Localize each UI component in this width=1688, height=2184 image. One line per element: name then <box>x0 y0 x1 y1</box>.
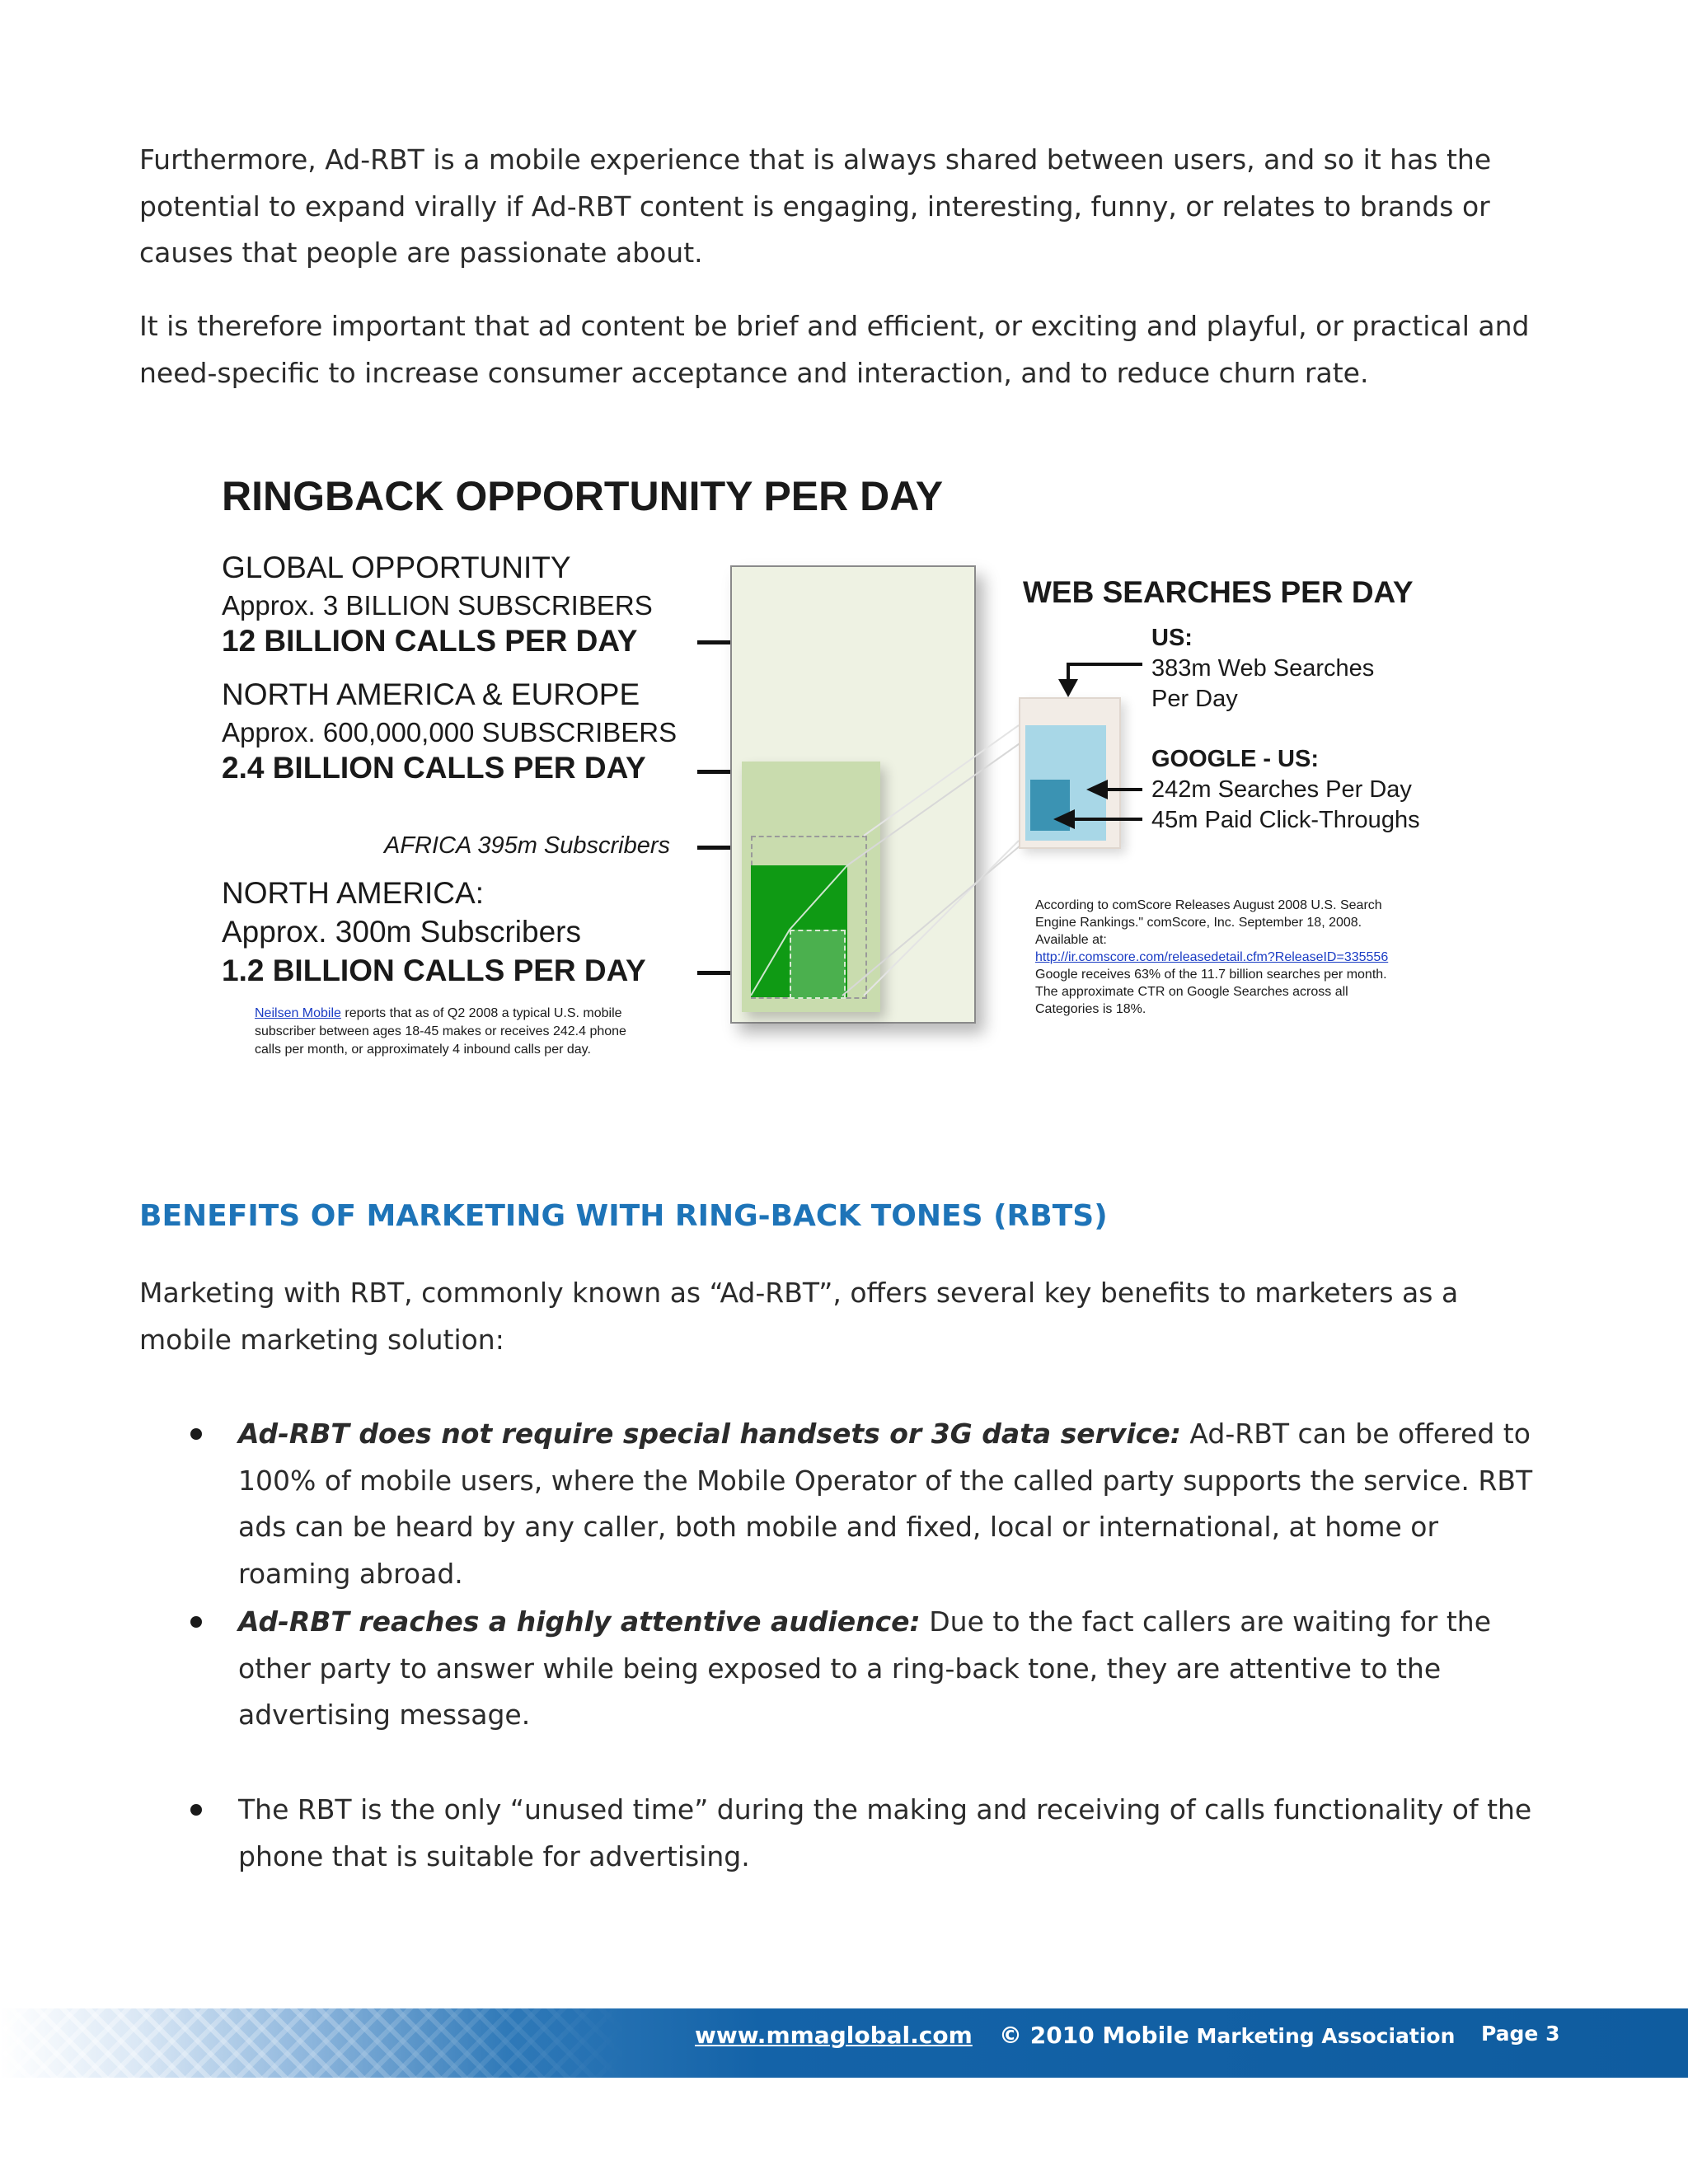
page-number: Page 3 <box>1481 2022 1560 2046</box>
source-line4: Google receives 63% of the 11.7 billion searches per month. <box>1035 968 1387 982</box>
source-line3: Available at: <box>1035 933 1107 947</box>
web-title: WEB SEARCHES PER DAY <box>1023 575 1414 609</box>
naeu-calls: 2.4 BILLION CALLS PER DAY <box>222 751 646 785</box>
bullet-dot <box>190 1804 202 1816</box>
source-line1: According to comScore Releases August 2008 U.S. Search <box>1035 898 1382 912</box>
list-item <box>238 1599 1557 1739</box>
bullet-lead: Ad-RBT reaches a highly attentive audience: <box>238 1605 921 1638</box>
nielsen-text: reports that as of Q2 2008 a typical U.S. mobile subscriber between ages 18-45 makes or receives 242.4 phone calls per month, or approximately 4 inbound calls per day. <box>255 1006 626 1057</box>
copyright-main: © 2010 Mobile <box>999 2022 1189 2049</box>
copyright-rest: Marketing Association <box>1189 2024 1456 2048</box>
figure-title: RINGBACK OPPORTUNITY PER DAY <box>222 473 944 519</box>
footer-url-link[interactable]: www.mmaglobal.com <box>695 2022 973 2049</box>
na-subs: Approx. 300m Subscribers <box>222 915 581 949</box>
bullet-dot <box>190 1428 202 1440</box>
global-calls: 12 BILLION CALLS PER DAY <box>222 624 638 658</box>
paragraph-virality: Furthermore, Ad-RBT is a mobile experience that is always shared between users, and so it has the potential to expand virally if Ad-RBT content is engaging, interesting, funny, or relates to brands or causes that people are passionate about. <box>139 143 1492 269</box>
google-arrow-head <box>1086 780 1108 799</box>
naeu-label: NORTH AMERICA & EUROPE <box>222 677 640 711</box>
list-item <box>238 1787 1557 1880</box>
bullet-text: The RBT is the only “unused time” during the making and receiving of calls functionality of the phone that is suitable for advertising. <box>238 1793 1532 1872</box>
na-label: NORTH AMERICA: <box>222 876 484 910</box>
footer-copyright <box>999 2022 1455 2049</box>
source-line2: Engine Rankings." comScore, Inc. September 18, 2008. <box>1035 916 1362 930</box>
us-line1: 383m Web Searches <box>1151 655 1375 682</box>
bullet-text: Due to the fact callers are waiting for the other party to answer while being exposed to a ring-back tone, they are attentive to the advertising message. <box>238 1605 1492 1731</box>
nielsen-link[interactable]: Neilsen Mobile <box>255 1006 341 1020</box>
footer-pattern <box>0 2008 626 2078</box>
section-heading: BENEFITS OF MARKETING WITH RING-BACK TONES (RBTS) <box>139 1199 1108 1233</box>
global-subs: Approx. 3 BILLION SUBSCRIBERS <box>222 590 653 621</box>
us-line2: Per Day <box>1151 686 1238 712</box>
global-label: GLOBAL OPPORTUNITY <box>222 551 571 584</box>
bullet-text: Ad-RBT can be offered to 100% of mobile users, where the Mobile Operator of the called party supports the service. RBT ads can be heard by any caller, both mobile and fixed, local or international, at home or roaming abroad. <box>238 1418 1533 1590</box>
na-calls: 1.2 BILLION CALLS PER DAY <box>222 954 646 987</box>
source-note <box>1035 897 1388 1018</box>
google-line2: 45m Paid Click-Throughs <box>1151 807 1420 833</box>
click-arrow-head <box>1053 809 1075 829</box>
us-arrow-line <box>1068 664 1142 684</box>
us-label: US: <box>1151 625 1193 651</box>
google-line1: 242m Searches Per Day <box>1151 776 1412 803</box>
list-item <box>238 1411 1557 1597</box>
source-line5: The approximate CTR on Google Searches across all <box>1035 985 1348 999</box>
source-line6: Categories is 18%. <box>1035 1002 1146 1016</box>
paragraph-ad-content: It is therefore important that ad content be brief and efficient, or exciting and playful, or practical and need-specific to increase consumer acceptance and interaction, and to reduce churn rate. <box>139 310 1530 389</box>
bullet-dot <box>190 1616 202 1628</box>
google-label: GOOGLE - US: <box>1151 746 1319 772</box>
africa-label: AFRICA 395m Subscribers <box>384 832 671 859</box>
source-link[interactable]: http://ir.comscore.com/releasedetail.cfm?ReleaseID=335556 <box>1035 950 1389 964</box>
naeu-subs: Approx. 600,000,000 SUBSCRIBERS <box>222 717 678 748</box>
us-arrow-head <box>1058 679 1078 697</box>
paragraph-intro: Marketing with RBT, commonly known as “Ad-RBT”, offers several key benefits to marketers as a mobile marketing solution: <box>139 1277 1459 1356</box>
bullet-lead: Ad-RBT does not require special handsets or 3G data service: <box>238 1418 1181 1450</box>
